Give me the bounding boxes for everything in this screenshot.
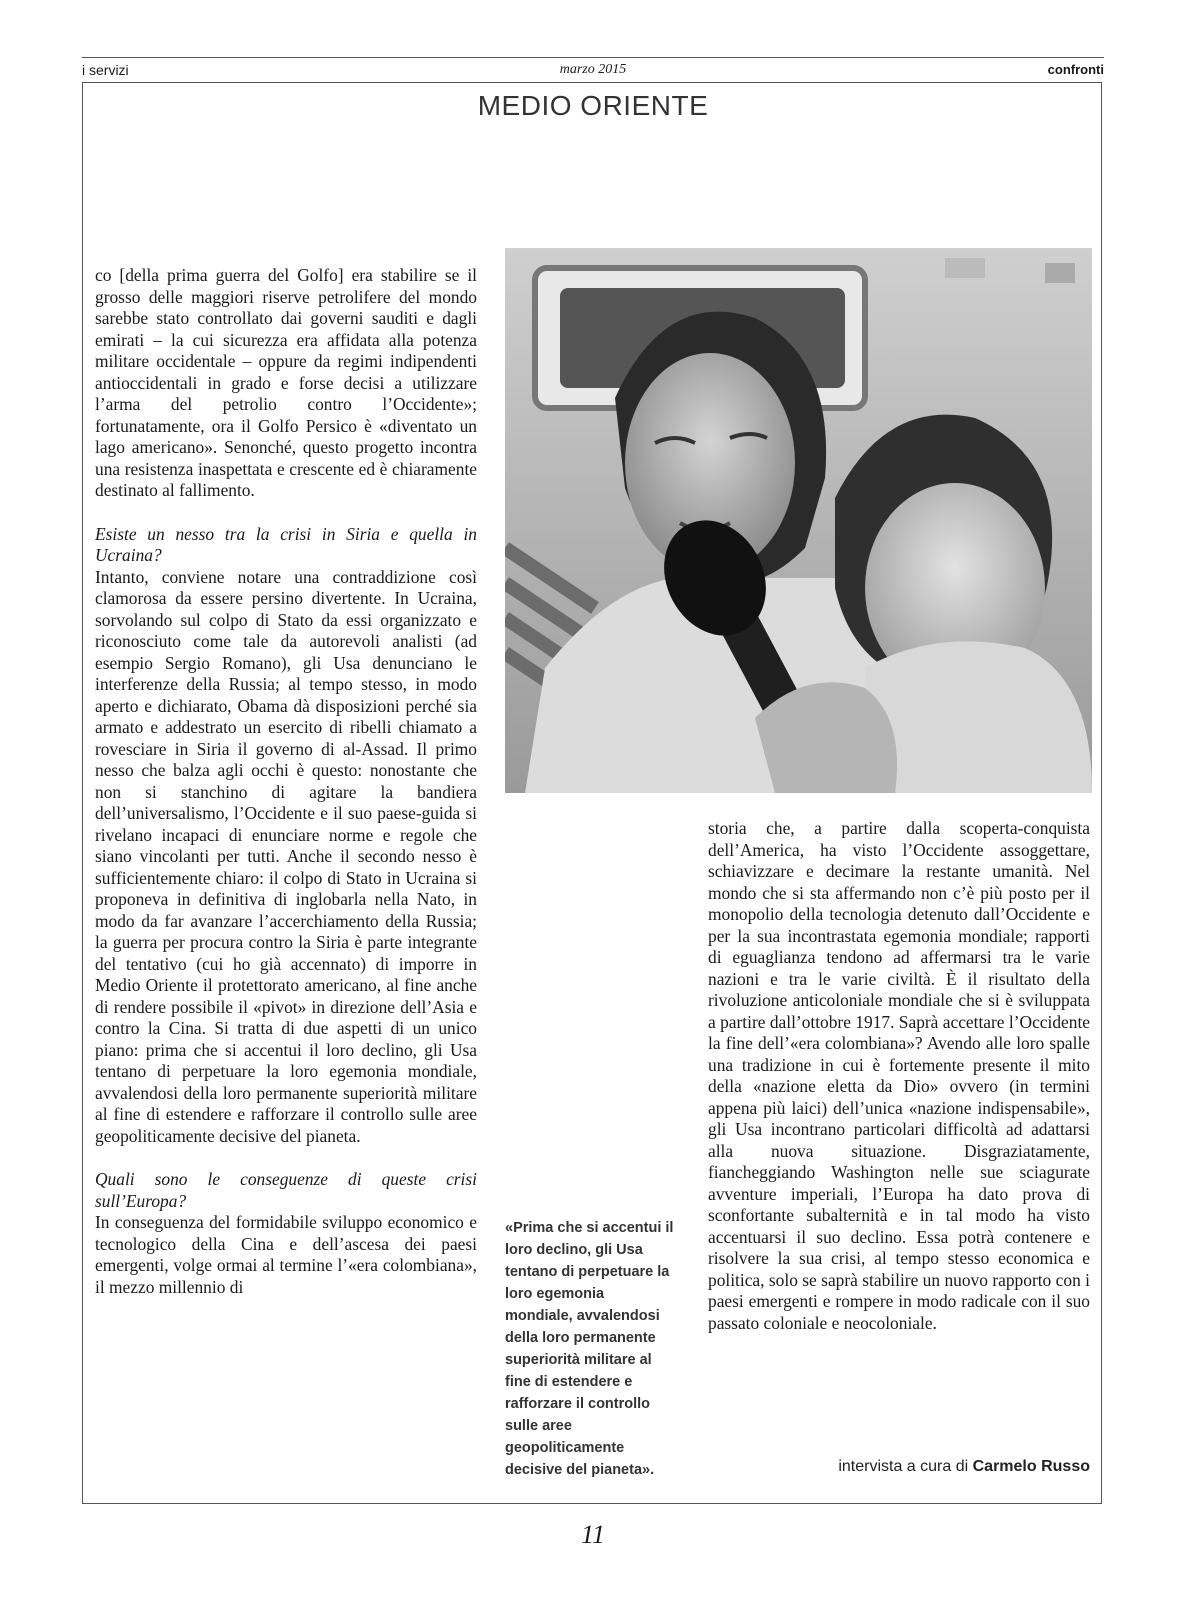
article-column-left [95, 265, 477, 1298]
page-number: 11 [580, 1520, 606, 1549]
interview-question: Esiste un nesso tra la crisi in Siria e quella in Ucraina? [95, 523, 477, 565]
paragraph: Intanto, conviene notare una contraddizione così clamorosa da essere persino divertente. In Ucraina, sorvolando sul colpo di Stato da essi organizzato e riconosciuto come tale da autorevoli analisti (ad esempio Sergio Romano), gli Usa denunciano le interferenze della Russia; al tempo stesso, in modo aperto e dichiarato, Obama dà disposizioni perché sia armato e addestrato un esercito di ribelli chiamato a rovesciare in Siria il governo di al-Assad. Il primo nesso che balza agli occhi è questo: nonostante che non si stanchino di agitare la bandiera dell’universalismo, l’Occidente e il suo paese-guida si rivelano incapaci di enunciare norme e regole che siano vincolanti per tutti. Anche il secondo nesso è sufficientemente chiaro: il colpo di Stato in Ucraina si proponeva in definitiva di inglobarla nella Nato, in modo da far avanzare l’accerchiamento della Russia; la guerra per procura contro la Siria è parte integrante del tentativo (cui ho già accennato) di imporre in Medio Oriente il protettorato americano, al fine anche di rendere possibile il «pivot» in direzione dell’Asia e contro la Cina. Si tratta di due aspetti di un unico piano: prima che si accentui il loro declino, gli Usa tentano di perpetuare la loro egemonia mondiale, avvalendosi della loro permanente superiorità militare al fine di estendere e rafforzare il controllo sulle aree geopoliticamente decisive del pianeta. [95, 566, 477, 1146]
byline-author: Carmelo Russo [972, 1458, 1090, 1475]
paragraph: storia che, a partire dalla scoperta-conquista dell’America, ha visto l’Occidente assoggettare, schiavizzare e decimare la restante umanità. Nel mondo che si sta affermando non c’è più posto per il monopolio della tecnologia detenuto dall’Occidente e per la sua incontrastata egemonia mondiale; rapporti di eguaglianza tendono ad affermarsi tra le varie nazioni e tra le varie civiltà. È il risultato della rivoluzione anticoloniale mondiale che si è sviluppata a partire dall’ottobre 1917. Saprà accettare l’Occidente la fine dell’«era colombiana»? Avendo alle loro spalle una tradizione in cui è fortemente presente il mito della «nazione eletta da Dio» ovvero (in termini appena più laici) dell’unica «nazione indispensabile», gli Usa incontrano particolari difficoltà ad adattarsi alla nuova situazione. Disgraziatamente, fiancheggiando Washington nelle sue sciagurate avventure imperiali, l’Europa ha dato prova di sconfortante subalternità e in tal modo ha visto accentuarsi il suo declino. Essa potrà contenere e risolvere la sua crisi, al tempo stesso economica e politica, solo se saprà stabilire un nuovo rapporto con i paesi emergenti e rompere in modo radicale con il suo passato coloniale e neocoloniale. [708, 818, 1090, 1333]
byline [838, 1458, 1090, 1476]
header-rule [82, 57, 1104, 58]
header-date: marzo 2015 [559, 62, 627, 77]
header-publication: confronti [1047, 62, 1104, 77]
pull-quote: «Prima che si accentui il loro declino, gli Usa tentano di perpetuare la loro egemonia mondiale, avvalendosi della loro permanente superiorità militare al fine di estendere e rafforzare il controllo sulle aree geopoliticamente decisive del pianeta». [505, 1220, 674, 1478]
section-title: MEDIO ORIENTE [477, 90, 709, 121]
paragraph: In conseguenza del formidabile sviluppo economico e tecnologico della Cina e dell’ascesa dei paesi emergenti, volge ormai al termine l’«era colombiana», il mezzo millennio di [95, 1212, 477, 1297]
article-column-right [708, 818, 1090, 1334]
header-section-label: i servizi [82, 62, 129, 78]
article-photo [505, 248, 1092, 793]
page-header [82, 62, 1104, 82]
interview-question: Quali sono le conseguenze di queste crisi sull’Europa? [95, 1169, 477, 1211]
paragraph: co [della prima guerra del Golfo] era stabilire se il grosso delle maggiori riserve petrolifere del mondo sarebbe stato controllato dai governi sauditi e dagli emirati – la cui sicurezza era affidata alla potenza militare occidentale – oppure da regimi indipendenti antioccidentali in grado e forse decisi a utilizzare l’arma del petrolio contro l’Occidente»; fortunatamente, ora il Golfo Persico è «diventato un lago americano». Senonché, questo progetto incontra una resistenza inaspettata e crescente ed è chiaramente destinato al fallimento. [95, 265, 477, 500]
byline-prefix: intervista a cura di [838, 1458, 969, 1475]
